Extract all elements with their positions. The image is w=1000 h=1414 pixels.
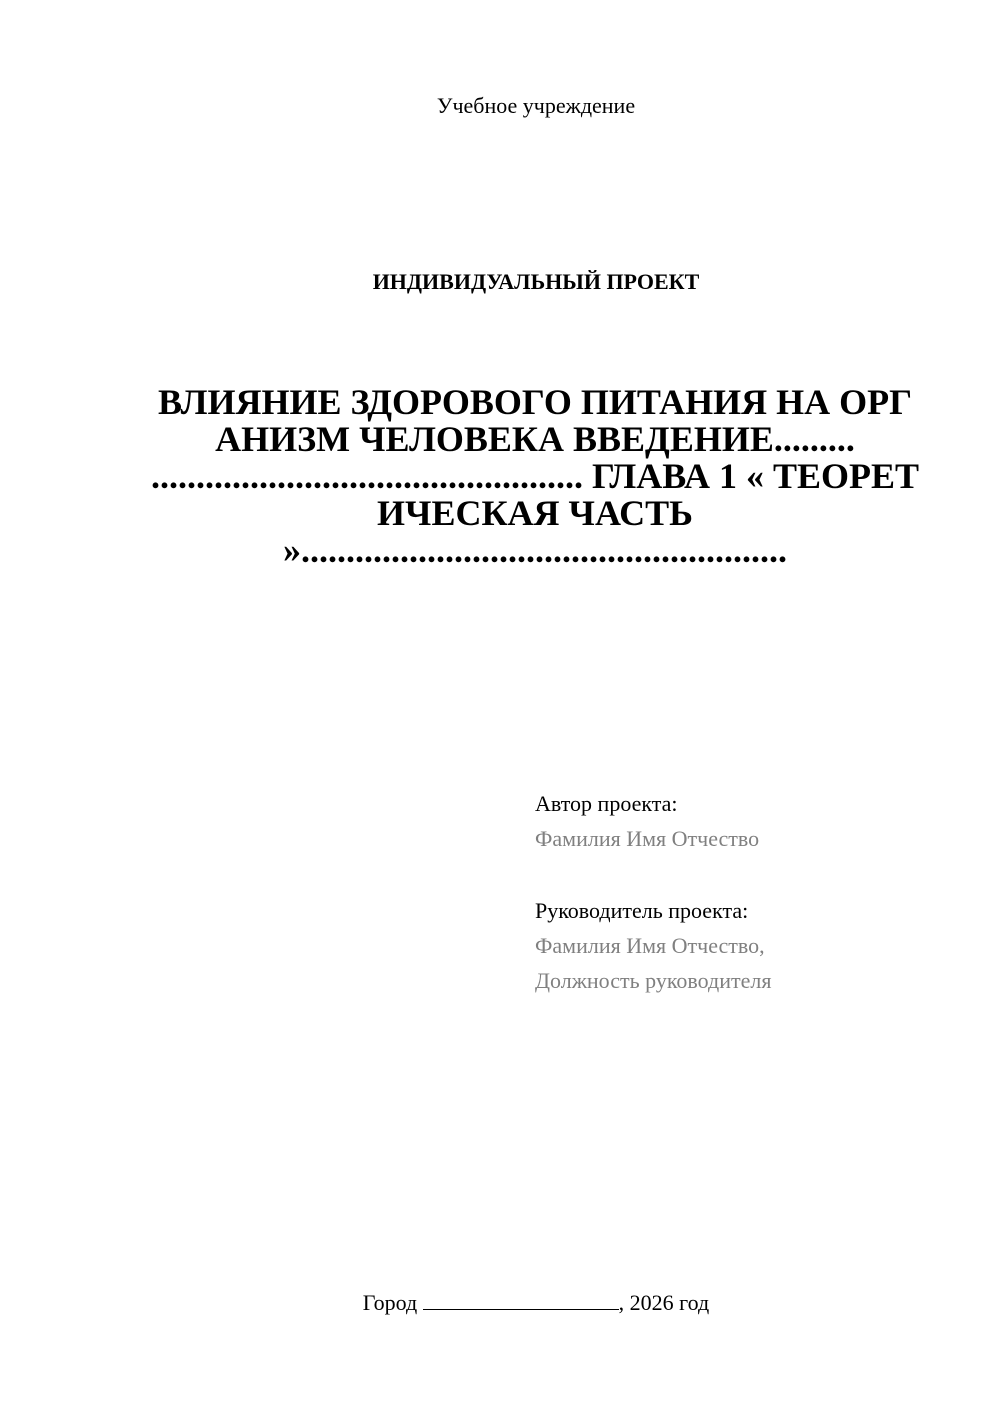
footer-city-year	[0, 1288, 1000, 1318]
author-block	[535, 786, 759, 856]
supervisor-label: Руководитель проекта:	[535, 898, 749, 923]
project-type-heading: ИНДИВИДУАЛЬНЫЙ ПРОЕКТ	[372, 269, 700, 294]
project-title	[150, 384, 920, 569]
author-label: Автор проекта:	[535, 791, 678, 816]
city-blank-line	[423, 1289, 619, 1310]
supervisor-position: Должность руководителя	[535, 968, 772, 993]
year-text: , 2026 год	[618, 1290, 710, 1315]
supervisor-name: Фамилия Имя Отчество,	[535, 933, 765, 958]
supervisor-block	[535, 893, 771, 998]
city-label: Город	[362, 1290, 418, 1315]
project-title-text: ВЛИЯНИЕ ЗДОРОВОГО ПИТАНИЯ НА ОРГАНИЗМ ЧЕЛОВЕКА ВВЕДЕНИЕ......... ................................................ ГЛАВА 1 « ТЕОРЕТИЧЕСКАЯ ЧАСТЬ »......................................................	[150, 382, 920, 570]
institution-name: Учебное учреждение	[436, 93, 636, 118]
author-name: Фамилия Имя Отчество	[535, 826, 760, 851]
